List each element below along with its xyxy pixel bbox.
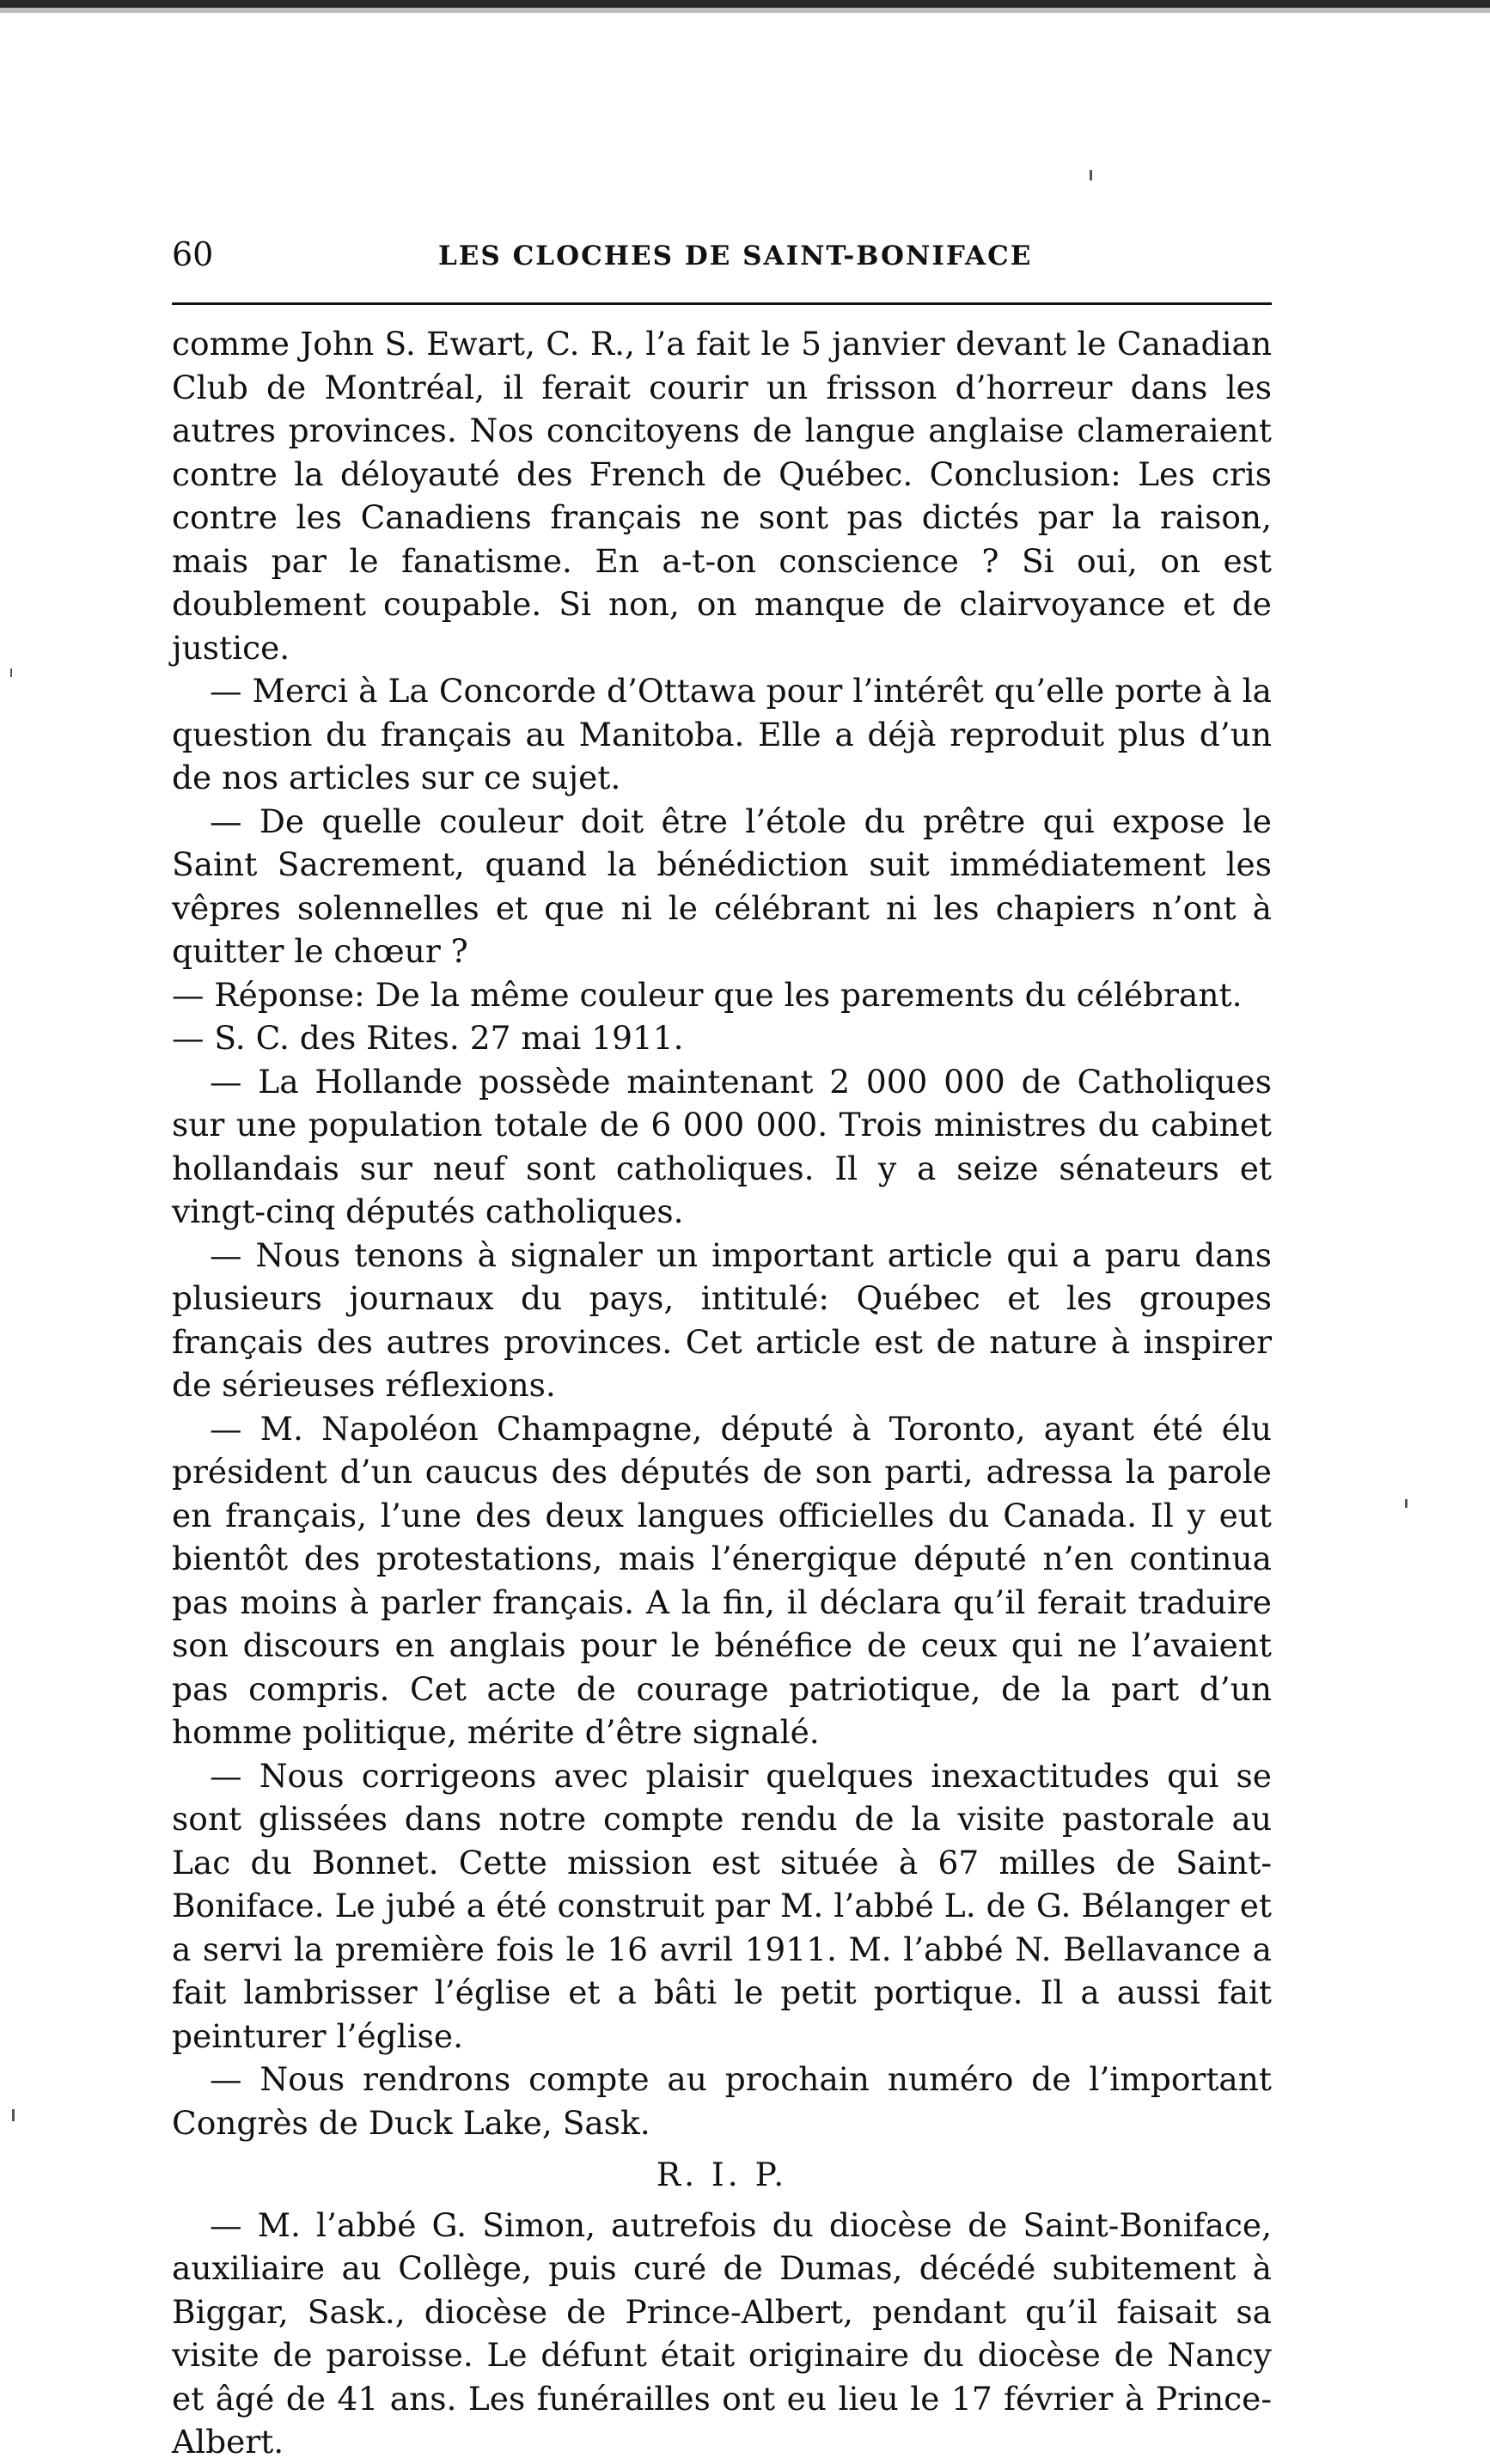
page-number: 60: [172, 235, 214, 273]
paragraph-lac-du-bonnet: — Nous corrigeons avec plaisir quelques inexactitudes qui se sont glissées dans notre compte rendu de la visite pastorale au Lac du Bonnet. Cette mission est située à 67 milles de Saint-Boniface. Le jubé a été construit par M. l’abbé L. de G. Bélanger et a servi la première fois le 16 avril 1911. M. l’abbé N. Bellavance a fait lambrisser l’église et a bâti le petit portique. Il a aussi fait peinturer l’église.: [172, 1756, 1272, 2055]
scan-speck: [12, 2109, 15, 2121]
paragraph-reponse: — Réponse: De la même couleur que les parements du célébrant.: [172, 975, 1243, 1014]
paragraph-obituary: — M. l’abbé G. Simon, autrefois du diocèse de Saint-Boniface, auxiliaire au Collège, puis curé de Dumas, décédé subitement à Biggar, Sask., diocèse de Prince-Albert, pendant qu’il faisait sa visite de paroisse. Le défunt était originaire du diocèse de Nancy et âgé de 41 ans. Les funérailles ont eu lieu le 17 février à Prince-Albert.: [172, 2205, 1272, 2461]
running-head: [172, 232, 1272, 284]
document-page: [172, 232, 1272, 2464]
scan-top-edge: [0, 0, 1490, 8]
paragraph-etole-question: — De quelle couleur doit être l’étole du prêtre qui expose le Saint Sacrement, quand la bénédiction suit immédiatement les vêpres solennelles et que ni le célébrant ni les chapiers n’ont à quitter le chœur ?: [172, 802, 1272, 970]
paragraph-continuation: comme John S. Ewart, C. R., l’a fait le 5 janvier devant le Canadian Club de Montréal, il ferait courir un frisson d’horreur dans les autres provinces. Nos concitoyens de langue anglaise clameraient contre la déloyauté des French de Québec. Conclusion: Les cris contre les Canadiens français ne sont pas dictés par la raison, mais par le fanatisme. En a-t-on conscience ? Si oui, on est doublement coupable. Si non, on manque de clairvoyance et de justice.: [172, 325, 1272, 667]
paragraph-champagne: — M. Napoléon Champagne, député à Toronto, ayant été élu président d’un caucus des députés de son parti, adressa la parole en français, l’une des deux langues officielles du Canada. Il y eut bientôt des protestations, mais l’énergique député n’en continua pas moins à parler français. A la fin, il déclara qu’il ferait traduire son discours en anglais pour le bénéfice de ceux qui ne l’avaient pas compris. Cet acte de courage patriotique, de la part d’un homme politique, mérite d’être signalé.: [172, 1409, 1272, 1751]
paragraph-hollande: — La Hollande possède maintenant 2 000 000 de Catholiques sur une population totale de 6 000 000. Trois ministres du cabinet hollandais sur neuf sont catholiques. Il y a seize sénateurs et vingt-cinq députés catholiques.: [172, 1062, 1272, 1230]
scan-speck: [1090, 170, 1092, 180]
paragraph-duck-lake: — Nous rendrons compte au prochain numéro de l’important Congrès de Duck Lake, Sask.: [172, 2060, 1272, 2142]
body-text: [172, 322, 1272, 2464]
header-rule: [172, 302, 1272, 305]
paragraph-la-concorde: — Merci à La Concorde d’Ottawa pour l’intérêt qu’elle porte à la question du français au Manitoba. Elle a déjà reproduit plus d’un de nos articles sur ce sujet.: [172, 672, 1272, 796]
scan-top-shadow: [0, 8, 1490, 13]
paragraph-rites: — S. C. des Rites. 27 mai 1911.: [172, 1019, 684, 1057]
running-title: LES CLOCHES DE SAINT-BONIFACE: [438, 241, 1033, 271]
scan-speck: [10, 668, 12, 677]
section-heading-rip: R. I. P.: [656, 2156, 788, 2193]
paragraph-article-quebec: — Nous tenons à signaler un important article qui a paru dans plusieurs journaux du pays, intitulé: Québec et les groupes français des autres provinces. Cet article est de nature à inspirer de sérieuses réflexions.: [172, 1235, 1272, 1404]
scan-speck: [1405, 1499, 1408, 1508]
